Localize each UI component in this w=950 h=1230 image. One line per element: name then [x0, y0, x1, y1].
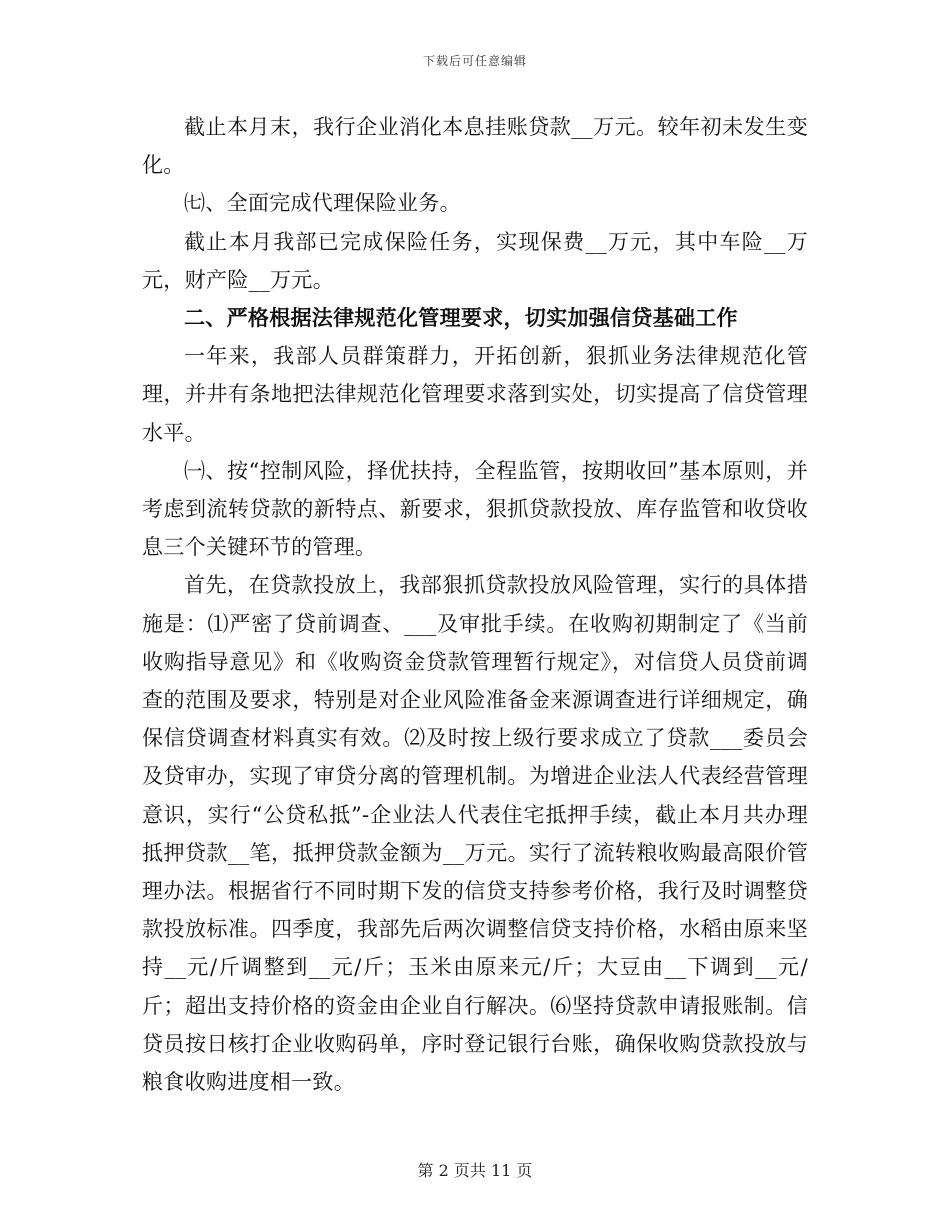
- paragraph-loan-digestion: 截止本月末，我行企业消化本息挂账贷款__万元。较年初未发生变化。: [142, 115, 808, 178]
- paragraph-insurance-result: 截止本月我部已完成保险任务，实现保费__万元，其中车险__万元，财产险__万元。: [142, 229, 808, 292]
- paragraph-principles: ㈠、按“控制风险，择优扶持，全程监管，按期收回”基本原则，并考虑到流转贷款的新特点、新要求，狠抓贷款投放、库存监管和收贷收息三个关键环节的管理。: [142, 458, 808, 560]
- paragraph-loan-measures: 首先，在贷款投放上，我部狠抓贷款投放风险管理，实行的具体措施是：⑴严密了贷前调查、___及审批手续。在收购初期制定了《当前收购指导意见》和《收购资金贷款管理暂行规定》，对信贷人员贷前调查的范围及要求，特别是对企业风险准备金来源调查进行详细规定，确保信贷调查材料真实有效。⑵及时按上级行要求成立了贷款___委员会及贷审办，实现了审贷分离的管理机制。为增进企业法人代表经营管理意识，实行“公贷私抵”-企业法人代表住宅抵押手续，截止本月共办理抵押贷款__笔，抵押贷款金额为__万元。实行了流转粮收购最高限价管理办法。根据省行不同时期下发的信贷支持参考价格，我行及时调整贷款投放标准。四季度，我部先后两次调整信贷支持价格，水稻由原来坚持__元/斤调整到__元/斤；玉米由原来元/斤；大豆由__下调到__元/斤；超出支持价格的资金由企业自行解决。⑹坚持贷款申请报账制。信贷员按日核打企业收购码单，序时登记银行台账，确保收购贷款投放与粮食收购进度相一致。: [142, 573, 808, 1095]
- section-heading-2: 二、严格根据法律规范化管理要求，切实加强信贷基础工作: [184, 305, 738, 331]
- paragraph-year-summary: 一年来，我部人员群策群力，开拓创新，狠抓业务法律规范化管理，并井有条地把法律规范化管理要求落到实处，切实提高了信贷管理水平。: [142, 344, 808, 445]
- page-number: 第 2 页共 11 页: [417, 1161, 533, 1180]
- paragraph-insurance-item: ㈦、全面完成代理保险业务。: [184, 191, 461, 216]
- page-header-note: 下载后可任意编辑: [422, 54, 527, 68]
- document-body: [142, 108, 808, 1101]
